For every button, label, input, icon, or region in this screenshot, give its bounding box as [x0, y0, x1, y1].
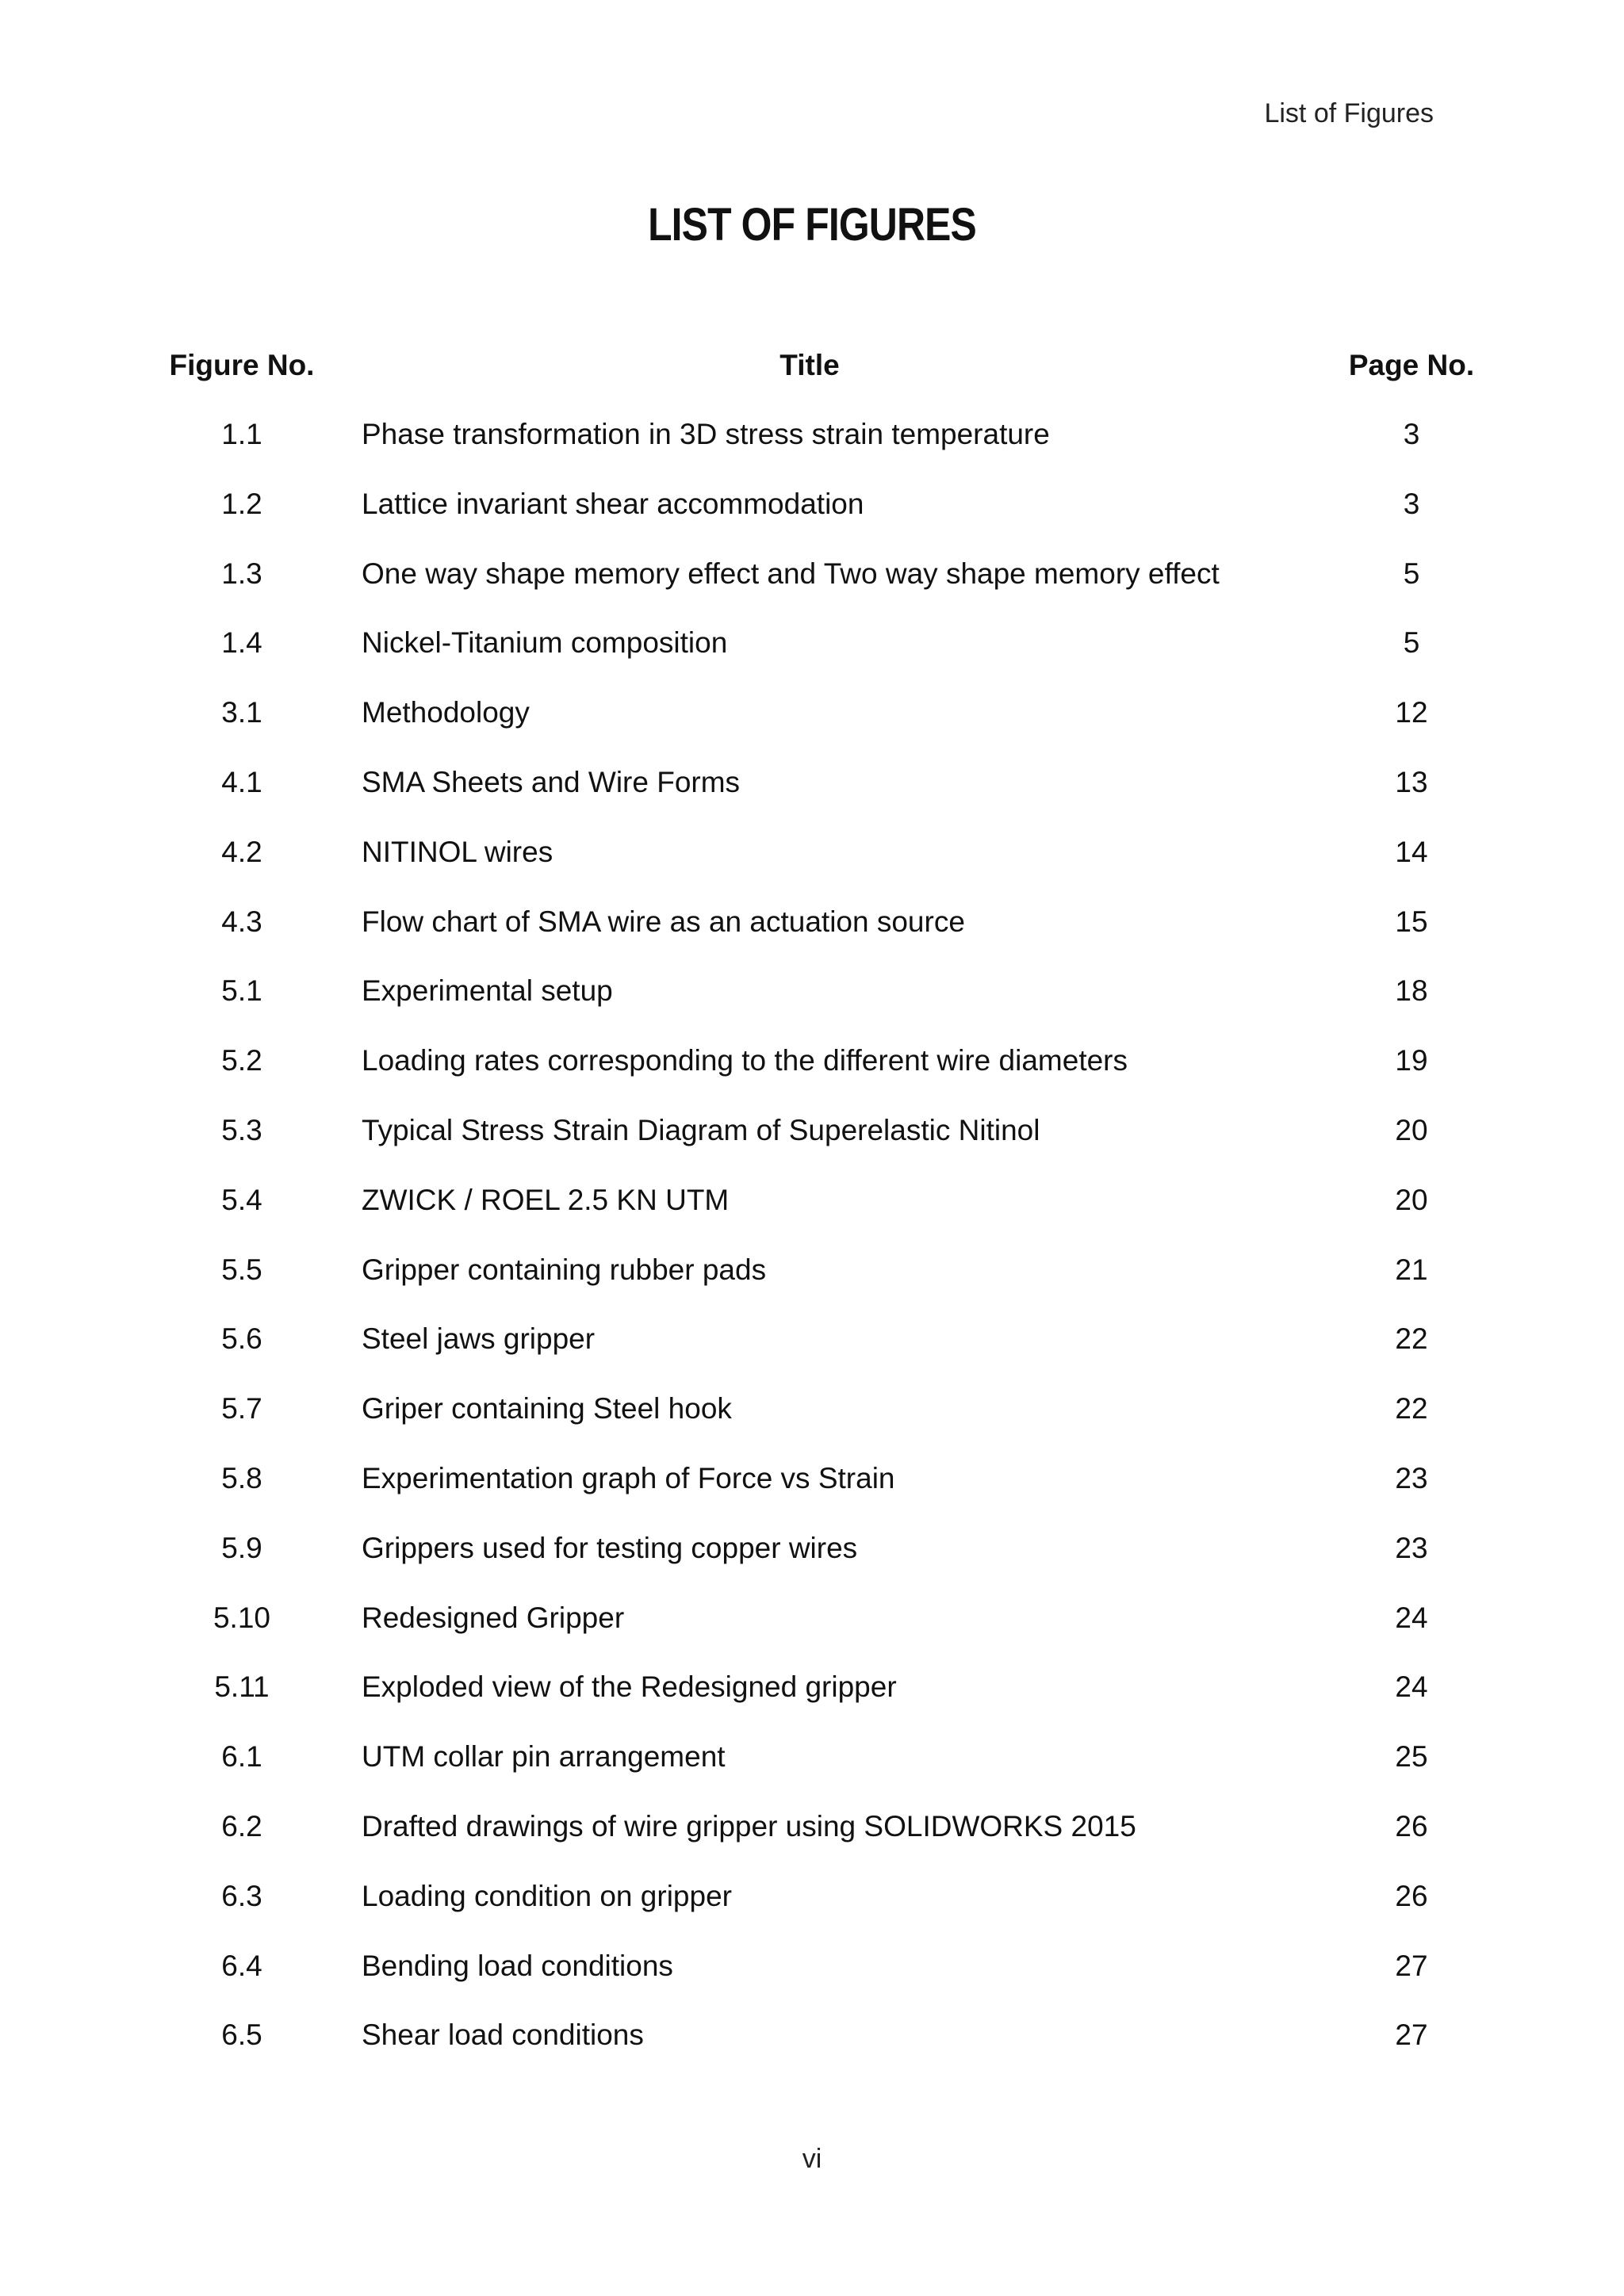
page-number-cell: 22	[1395, 1322, 1428, 1356]
figure-title: Loading rates corresponding to the different wire diameters	[362, 1044, 1128, 1077]
page-number-cell: 26	[1395, 1879, 1428, 1912]
page-title: LIST OF FIGURES	[648, 199, 976, 251]
figure-title: NITINOL wires	[362, 835, 553, 868]
figure-number: 5.7	[221, 1392, 262, 1425]
figure-number: 4.1	[221, 765, 262, 798]
figure-title: Gripper containing rubber pads	[362, 1253, 767, 1286]
table-row	[159, 1184, 1491, 1253]
figure-number: 4.2	[221, 835, 262, 868]
figure-number: 1.4	[221, 626, 262, 660]
column-header-title: Title	[779, 349, 840, 381]
table-row	[159, 836, 1491, 905]
figure-number: 5.9	[221, 1531, 262, 1564]
figure-number: 5.5	[221, 1253, 262, 1286]
figure-number: 1.2	[221, 487, 262, 520]
table-row	[159, 766, 1491, 836]
page-number-cell: 13	[1395, 765, 1428, 798]
page-number-cell: 23	[1395, 1531, 1428, 1564]
table-row	[159, 1532, 1491, 1601]
figure-title: One way shape memory effect and Two way shape memory effect	[362, 557, 1220, 590]
page-number-cell: 5	[1403, 626, 1420, 660]
table-row	[159, 696, 1491, 766]
figure-number: 5.3	[221, 1113, 262, 1146]
table-row	[159, 626, 1491, 696]
figure-number: 5.2	[221, 1044, 262, 1077]
figure-number: 5.4	[221, 1183, 262, 1216]
table-header-row	[159, 349, 1491, 396]
figure-number: 6.2	[221, 1809, 262, 1843]
page-number-cell: 27	[1395, 1949, 1428, 1982]
table-row	[159, 1392, 1491, 1462]
figure-number: 6.3	[221, 1879, 262, 1912]
figure-title: Shear load conditions	[362, 2019, 644, 2052]
page-number-cell: 24	[1395, 1601, 1428, 1634]
table-row	[159, 557, 1491, 627]
page-number-cell: 27	[1395, 2019, 1428, 2052]
table-row	[159, 1880, 1491, 1950]
figure-title: Exploded view of the Redesigned gripper	[362, 1670, 897, 1704]
running-header: List of Figures	[1264, 98, 1434, 128]
figure-title: Methodology	[362, 696, 530, 729]
table-row	[159, 1950, 1491, 2019]
figure-title: Drafted drawings of wire gripper using SOLIDWORKS 2015	[362, 1809, 1136, 1843]
figure-title: Grippers used for testing copper wires	[362, 1531, 858, 1564]
figure-title: Loading condition on gripper	[362, 1879, 732, 1912]
figure-title: UTM collar pin arrangement	[362, 1740, 726, 1774]
page-number-cell: 3	[1403, 487, 1420, 520]
figure-title: Griper containing Steel hook	[362, 1392, 732, 1425]
page-number-cell: 20	[1395, 1113, 1428, 1146]
figure-title: Flow chart of SMA wire as an actuation source	[362, 905, 965, 938]
figure-title: Lattice invariant shear accommodation	[362, 487, 864, 520]
page-number-cell: 19	[1395, 1044, 1428, 1077]
figure-title: Typical Stress Strain Diagram of Superelastic Nitinol	[362, 1113, 1040, 1146]
column-header-figure-no: Figure No.	[169, 349, 315, 381]
figure-number: 4.3	[221, 905, 262, 938]
page-number-cell: 18	[1395, 974, 1428, 1008]
page-number-cell: 12	[1395, 696, 1428, 729]
figure-title: Bending load conditions	[362, 1949, 673, 1982]
page-number-cell: 24	[1395, 1670, 1428, 1704]
table-row	[159, 1322, 1491, 1392]
page-number-cell: 20	[1395, 1183, 1428, 1216]
figure-number: 5.8	[221, 1461, 262, 1494]
figure-number: 5.6	[221, 1322, 262, 1356]
page-number-cell: 3	[1403, 418, 1420, 450]
figure-title: Redesigned Gripper	[362, 1601, 625, 1634]
figure-title: Nickel-Titanium composition	[362, 626, 728, 660]
figures-table	[159, 349, 1491, 2052]
page-number-cell: 26	[1395, 1809, 1428, 1843]
figure-number: 1.3	[221, 557, 262, 590]
figure-title: Steel jaws gripper	[362, 1322, 596, 1356]
table-body	[159, 418, 1491, 2088]
figure-title: SMA Sheets and Wire Forms	[362, 765, 741, 798]
table-row	[159, 2019, 1491, 2088]
figure-number: 5.11	[214, 1670, 270, 1704]
table-row	[159, 1740, 1491, 1810]
table-row	[159, 905, 1491, 975]
figure-title: ZWICK / ROEL 2.5 KN UTM	[362, 1183, 730, 1216]
column-header-page-no: Page No.	[1348, 349, 1475, 381]
figure-number: 5.1	[221, 974, 262, 1008]
figure-title: Phase transformation in 3D stress strain temperature	[362, 418, 1050, 450]
figure-number: 6.1	[221, 1740, 262, 1774]
page-number-cell: 23	[1395, 1461, 1428, 1494]
page-number-cell: 14	[1395, 835, 1428, 868]
figure-number: 5.10	[213, 1601, 270, 1634]
page-number-cell: 5	[1403, 557, 1420, 590]
figure-number: 1.1	[221, 418, 262, 450]
page-number-cell: 22	[1395, 1392, 1428, 1425]
table-row	[159, 974, 1491, 1044]
table-row	[159, 1601, 1491, 1671]
table-row	[159, 1114, 1491, 1184]
table-row	[159, 1810, 1491, 1880]
table-row	[159, 1670, 1491, 1740]
table-row	[159, 1462, 1491, 1532]
table-row	[159, 1044, 1491, 1114]
table-row	[159, 418, 1491, 488]
figure-number: 6.4	[221, 1949, 262, 1982]
figure-number: 6.5	[221, 2019, 262, 2052]
figure-number: 3.1	[221, 696, 262, 729]
figure-title: Experimentation graph of Force vs Strain	[362, 1461, 895, 1494]
page-number-cell: 15	[1395, 905, 1428, 938]
table-row	[159, 1253, 1491, 1323]
figure-title: Experimental setup	[362, 974, 613, 1008]
page-number-cell: 25	[1395, 1740, 1428, 1774]
page-number: vi	[802, 2144, 822, 2174]
table-row	[159, 488, 1491, 557]
page-number-cell: 21	[1395, 1253, 1428, 1286]
